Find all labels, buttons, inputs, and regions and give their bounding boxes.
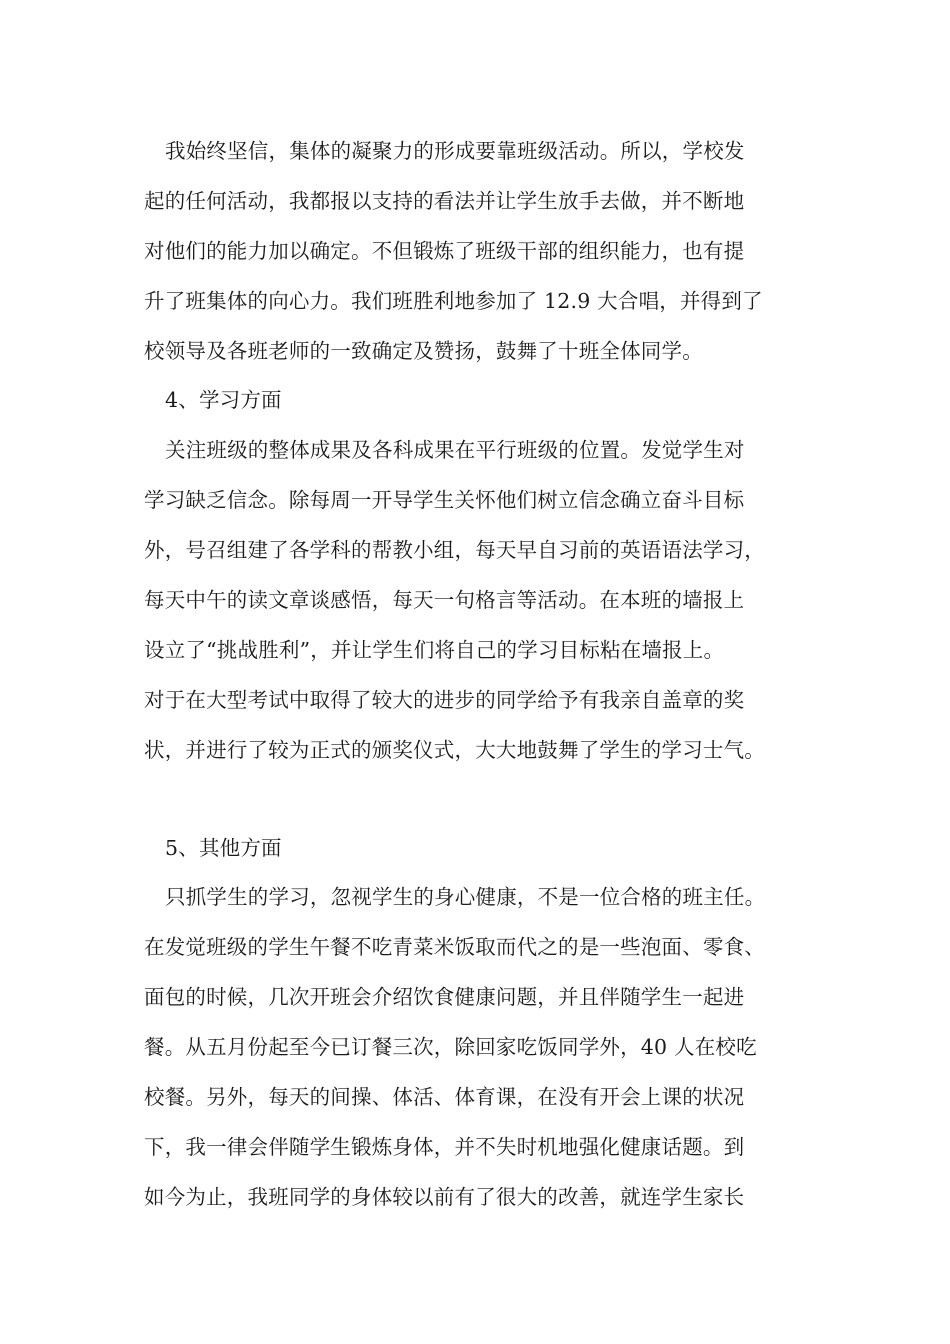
- paragraph-line: 状，并进行了较为正式的颁奖仪式，大大地鼓舞了学生的学习士气。: [144, 738, 765, 762]
- paragraph-line: 我始终坚信，集体的凝聚力的形成要靠班级活动。所以，学校发: [165, 139, 745, 163]
- paragraph-line: 在发觉班级的学生午餐不吃青菜米饭取而代之的是一些泡面、零食、: [144, 935, 765, 959]
- paragraph-line: 下，我一律会伴随学生锻炼身体，并不失时机地强化健康话题。到: [144, 1135, 745, 1159]
- paragraph-line: 如今为止，我班同学的身体较以前有了很大的改善，就连学生家长: [144, 1185, 745, 1209]
- paragraph-line: 对他们的能力加以确定。不但锻炼了班级干部的组织能力，也有提: [144, 239, 745, 263]
- paragraph-line: 每天中午的读文章谈感悟，每天一句格言等活动。在本班的墙报上: [144, 588, 745, 612]
- section-heading: 5、其他方面: [165, 836, 282, 860]
- paragraph-line: 设立了“挑战胜利”，并让学生们将自己的学习目标粘在墙报上。: [144, 638, 725, 662]
- paragraph-line: 关注班级的整体成果及各科成果在平行班级的位置。发觉学生对: [165, 438, 745, 462]
- paragraph-line: 校餐。另外，每天的间操、体活、体育课，在没有开会上课的状况: [144, 1085, 745, 1109]
- paragraph-line: 对于在大型考试中取得了较大的进步的同学给予有我亲自盖章的奖: [144, 688, 745, 712]
- paragraph-line: 餐。从五月份起至今已订餐三次，除回家吃饭同学外，40 人在校吃: [144, 1035, 757, 1059]
- section-heading: 4、学习方面: [165, 388, 282, 412]
- paragraph-line: 学习缺乏信念。除每周一开导学生关怀他们树立信念确立奋斗目标: [144, 488, 745, 512]
- paragraph-line: 升了班集体的向心力。我们班胜利地参加了 12.9 大合唱，并得到了: [144, 289, 763, 313]
- paragraph-line: 只抓学生的学习，忽视学生的身心健康，不是一位合格的班主任。: [165, 885, 766, 909]
- paragraph-line: 外，号召组建了各学科的帮教小组，每天早自习前的英语语法学习，: [144, 538, 765, 562]
- paragraph-line: 起的任何活动，我都报以支持的看法并让学生放手去做，并不断地: [144, 189, 745, 213]
- paragraph-line: 面包的时候，几次开班会介绍饮食健康问题，并且伴随学生一起进: [144, 985, 745, 1009]
- paragraph-line: 校领导及各班老师的一致确定及赞扬，鼓舞了十班全体同学。: [144, 339, 703, 363]
